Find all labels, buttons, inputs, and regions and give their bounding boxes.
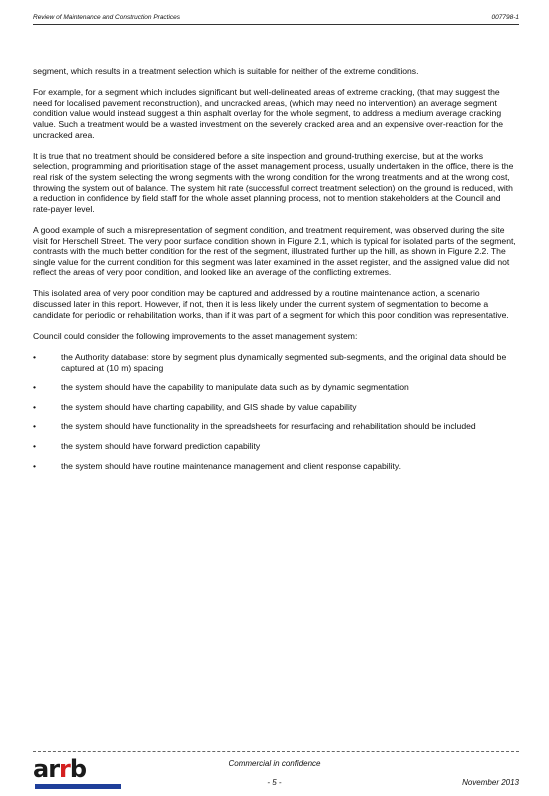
bullet-icon: •	[33, 352, 37, 363]
paragraph-improvements-intro: Council could consider the following improvements to the asset management system:	[33, 330, 358, 341]
paragraph-example: For example, for a segment which includes significant but well-delineated areas of extreme cracking, (that may suggest the need for localised pavement reconstruction), and uncracked areas, (which may need no intervention) an average segment condition value would instead suggest a thin asphalt overlay for the whole segment, to address a medium average cracking value. Such a treatment would be a wasted investment on the severely cracked area and an expensive over-reaction for the uncracked area.	[33, 87, 504, 140]
bullet-icon: •	[33, 401, 37, 412]
bullet-icon: •	[33, 441, 37, 451]
logo-wordmark: arrb	[33, 755, 87, 783]
footer-date: November 2013	[462, 778, 519, 787]
body-text	[33, 66, 519, 480]
paragraph-continuation: segment, which results in a treatment selection which is suitable for neither of the extreme conditions.	[33, 66, 419, 76]
paragraph-site-inspection: It is true that no treatment should be considered before a site inspection and ground-truthing exercise, but at the works selection, programming and prioritisation stage of the asset management process, usually undertaken in the office, there is the real risk of the system selecting the wrong segments with the wrong condition for the wrong treatments and at the wrong cost, throwing the system out of balance. The system hit rate (successful correct treatment selection) on the ground is reduced, with a reduction in confidence by field staff for the whole asset planning process, not to mention stakeholders at the Council and rate-payer level.	[33, 150, 514, 214]
bullet-icon: •	[33, 382, 37, 393]
list-item-text: the Authority database: store by segment plus dynamically segmented sub-segments, and the original data should be captured at (10 m) spacing	[61, 352, 507, 373]
bullet-icon: •	[33, 460, 37, 471]
list-item	[33, 461, 519, 472]
list-item	[33, 402, 519, 413]
running-header-title: Review of Maintenance and Construction Practices	[33, 14, 181, 21]
list-item-text: the system should have charting capability, and GIS shade by value capability	[61, 401, 357, 412]
list-item	[33, 382, 519, 393]
improvements-list	[33, 352, 519, 471]
header-divider	[33, 24, 519, 25]
list-item	[33, 441, 519, 452]
paragraph-herschell-street: A good example of such a misrepresentation of segment condition, and treatment requirement, was observed during the site visit for Herschell Street. The very poor surface condition shown in Figure 2.1, which is typical for isolated parts of the segment, contrasts with the much better condition for the rest of the segment, illustrated further up the hill, as shown in Figure 2.2. The single value for the current condition for this segment was later examined in the asset register, and the assigned value did not reflect the areas of very poor condition, and looked like an average of the conflicting extremes.	[33, 224, 516, 278]
bullet-icon: •	[33, 421, 37, 432]
list-item-text: the system should have forward prediction capability	[61, 441, 261, 451]
running-header-reference: 007798-1	[491, 14, 519, 21]
list-item-text: the system should have the capability to manipulate data such as by dynamic segmentation	[61, 382, 409, 393]
footer-divider	[33, 751, 519, 752]
list-item	[33, 352, 519, 373]
page-number: - 5 -	[267, 778, 282, 787]
confidentiality-notice: Commercial in confidence	[228, 759, 321, 768]
list-item-text: the system should have functionality in the spreadsheets for resurfacing and rehabilitation should be included	[61, 421, 476, 432]
list-item	[33, 421, 519, 432]
paragraph-isolated-area: This isolated area of very poor condition may be captured and addressed by a routine maintenance action, a scenario discussed later in this report. However, if not, then it is less likely under the current system of segmentation to become a candidate for periodic or rehabilitation works, than if it was part of a segment for which this poor condition was representative.	[33, 288, 509, 320]
list-item-text: the system should have routine maintenance management and client response capability.	[61, 460, 401, 471]
